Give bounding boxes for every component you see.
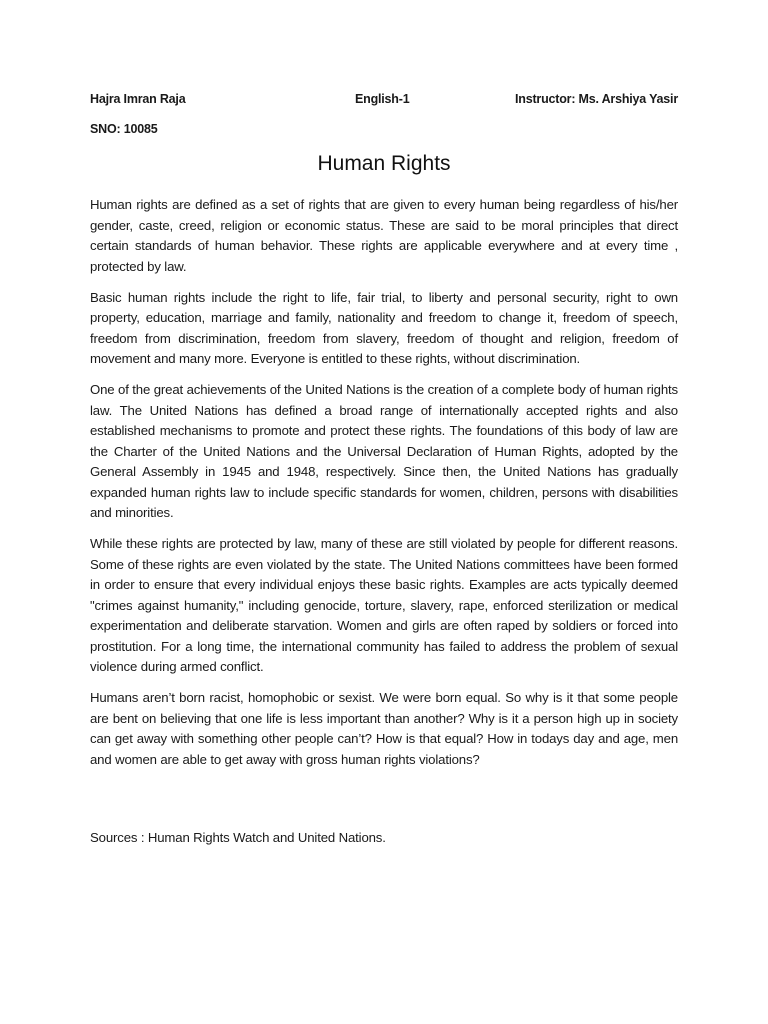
document-title: Human Rights <box>317 152 451 175</box>
instructor-name: Instructor: Ms. Arshiya Yasir <box>514 92 678 106</box>
essay-body <box>90 195 678 781</box>
course-name: English-1 <box>355 92 410 106</box>
paragraph-1: Human rights are defined as a set of rights that are given to every human being regardless of his/her gender, caste, creed, religion or economic status. These are said to be moral principles that direct certain standards of human behavior. These rights are applicable everywhere and at every time , protected by law. <box>90 197 678 274</box>
sources-line: Sources : Human Rights Watch and United Nations. <box>90 830 386 845</box>
author-name: Hajra Imran Raja <box>90 92 186 106</box>
paragraph-4: While these rights are protected by law, many of these are still violated by people for different reasons. Some of these rights are even violated by the state. The United Nations committees have been formed in order to ensure that every individual enjoys these basic rights. Examples are acts typically deemed "crimes against humanity," including genocide, torture, slavery, rape, enforced sterilization or medical experimentation and deliberate starvation. Women and girls are often raped by soldiers or forced into prostitution. For a long time, the international community has failed to address the problem of sexual violence during armed conflict. <box>90 536 678 675</box>
paragraph-3: One of the great achievements of the United Nations is the creation of a complete body of human rights law. The United Nations has defined a broad range of internationally accepted rights and also established mechanisms to promote and protect these rights. The foundations of this body of law are the Charter of the United Nations and the Universal Declaration of Human Rights, adopted by the General Assembly in 1945 and 1948, respectively. Since then, the United Nations has gradually expanded human rights law to include specific standards for women, children, persons with disabilities and minorities. <box>90 382 678 521</box>
student-number: SNO: 10085 <box>90 122 158 136</box>
paragraph-5: Humans aren’t born racist, homophobic or sexist. We were born equal. So why is it that some people are bent on believing that one life is less important than another? Why is it a person high up in society can get away with something other people can’t? How is that equal? How in todays day and age, men and women are able to get away with gross human rights violations? <box>90 690 678 767</box>
paragraph-2: Basic human rights include the right to life, fair trial, to liberty and personal security, right to own property, education, marriage and family, nationality and freedom to change it, freedom of speech, freedom from discrimination, freedom from slavery, freedom of thought and religion, freedom of movement and many more. Everyone is entitled to these rights, without discrimination. <box>90 289 678 367</box>
